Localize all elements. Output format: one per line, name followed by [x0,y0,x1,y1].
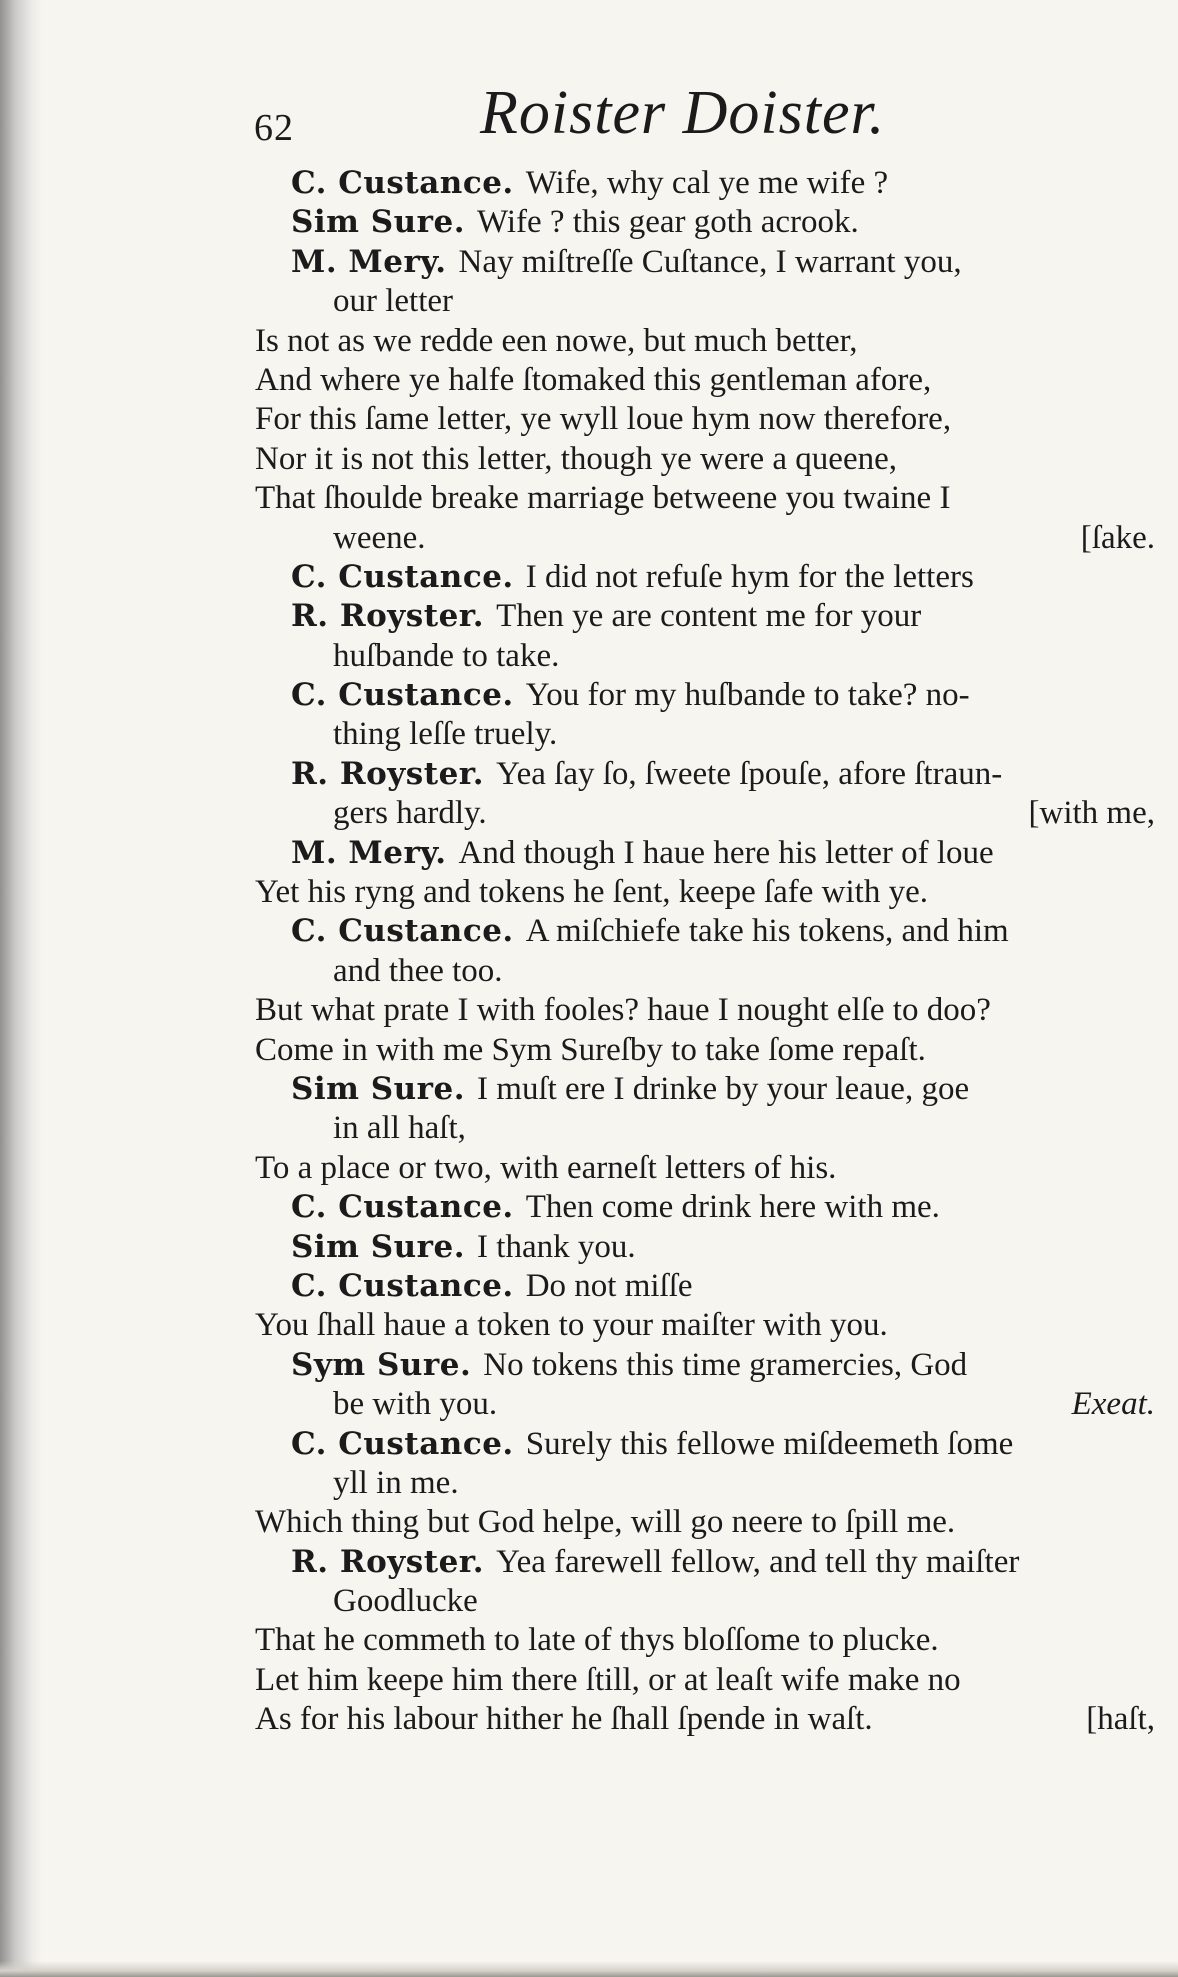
continuation-line [255,1582,1155,1621]
line-text: Yet his ryng and tokens he ſent, keepe ſafe with ye. [255,874,928,911]
speech-line [255,1070,1155,1109]
line-text: thing leſſe truely. [333,716,558,753]
verse-line [255,1621,1155,1660]
turnover-note: [haſt, [1086,1701,1155,1738]
speech-line [255,912,1155,951]
speaker-label: Sim Sure. [291,1070,466,1107]
speech-line [255,243,1155,282]
verse-line [255,322,1155,361]
stage-direction: Exeat. [1071,1386,1155,1423]
speaker-label: C. Custance. [291,1425,514,1462]
speaker-label: Sym Sure. [291,1346,472,1383]
page-number: 62 [254,107,294,149]
continuation-line [255,715,1155,754]
speech-line [255,1425,1155,1464]
speech-line [255,1267,1155,1306]
line-text: Yea farewell fellow, and tell thy maiſter [496,1543,1020,1580]
line-text: and thee too. [333,952,503,989]
speaker-label: C. Custance. [291,165,514,201]
line-text: For this ſame letter, ye wyll loue hym now therefore, [255,401,952,438]
line-text: Is not as we redde een nowe, but much better, [255,322,858,359]
line-text: Nay miſtreſſe Cuſtance, I warrant you, [458,243,962,280]
continuation-line [255,1464,1155,1503]
speaker-label: C. Custance. [291,1189,514,1226]
line-text: Nor it is not this letter, though ye were a queene, [255,440,898,477]
verse-line [255,479,1155,518]
verse-line [255,1661,1155,1700]
line-text: To a place or two, with earneſt letters of his. [255,1149,837,1186]
verse-line [255,873,1155,912]
line-text: You ſhall haue a token to your maiſter with you. [255,1307,888,1344]
line-text: Do not miſſe [525,1267,693,1304]
line-text: our letter [333,283,454,320]
line-text: Come in with me Sym Sureſby to take ſome repaſt. [255,1031,926,1068]
continuation-line [255,952,1155,991]
line-text: A miſchiefe take his tokens, and him [525,913,1009,950]
turnover-note: [with me, [1028,795,1155,832]
line-text: As for his labour hither he ſhall ſpende in waſt. [255,1701,873,1738]
line-text: And where ye halfe ſtomaked this gentleman afore, [255,361,932,398]
speaker-label: Sim Sure. [291,1228,466,1265]
page-header [254,79,1154,156]
speech-line [255,1188,1155,1227]
speech-line [255,1228,1155,1267]
page-edge-shadow [0,0,42,1977]
line-text: Surely this fellowe miſdeemeth ſome [525,1425,1014,1462]
continuation-line [255,794,1155,833]
verse-line [255,440,1155,479]
speaker-label: M. Mery. [291,243,447,280]
line-text: yll in me. [333,1464,459,1501]
speech-line [255,1543,1155,1582]
line-text: weene. [333,519,426,556]
verse-line [255,1503,1155,1542]
line-text: Which thing but God helpe, will go neere to ſpill me. [255,1504,956,1541]
continuation-line [255,282,1155,321]
line-text: And though I haue here his letter of loue [458,834,994,871]
bottom-edge-shadow [0,1961,1178,1977]
verse-line [255,400,1155,439]
speech-line [255,676,1155,715]
verse-line [255,1306,1155,1345]
speaker-label: M. Mery. [291,834,447,871]
line-text: Then ye are content me for your [496,598,922,635]
turnover-note: [ſake. [1080,519,1155,556]
speech-line [255,755,1155,794]
continuation-line [255,1385,1155,1424]
speech-line [255,558,1155,597]
speaker-label: R. Royster. [291,755,485,792]
line-text: But what prate I with fooles? haue I nought elſe to doo? [255,992,991,1029]
speaker-label: C. Custance. [291,677,514,714]
line-text: Yea ſay ſo, ſweete ſpouſe, afore ſtraun- [496,755,1003,792]
line-text: I muſt ere I drinke by your leaue, goe [477,1070,970,1107]
continuation-line [255,519,1155,558]
speech-line [255,164,1155,203]
verse-line [255,1031,1155,1070]
speaker-label: C. Custance. [291,558,514,595]
line-text: You for my huſbande to take? no- [525,677,970,714]
line-text: I thank you. [477,1228,636,1265]
line-text: Then come drink here with me. [525,1189,940,1226]
speaker-label: R. Royster. [291,598,485,635]
continuation-line [255,1109,1155,1148]
verse-line [255,361,1155,400]
speaker-label: C. Custance. [291,1267,514,1304]
continuation-line [255,637,1155,676]
line-text: Wife ? this gear goth acrook. [477,204,859,241]
speaker-label: C. Custance. [291,913,514,950]
line-text: I did not refuſe hym for the letters [525,558,974,595]
verse-line [255,1149,1155,1188]
line-text: Wife, why cal ye me wife ? [525,165,889,201]
speaker-label: R. Royster. [291,1543,485,1580]
speech-line [255,1346,1155,1385]
speech-line [255,203,1155,242]
line-text: be with you. [333,1386,498,1423]
play-text [255,164,1155,1740]
running-title: Roister Doister. [480,79,886,147]
line-text: huſbande to take. [333,637,560,674]
verse-line [255,991,1155,1030]
line-text: That he commeth to late of thys bloſſome to plucke. [255,1622,939,1659]
line-text: No tokens this time gramercies, God [483,1346,968,1383]
speaker-label: Sim Sure. [291,204,466,241]
line-text: Let him keepe him there ſtill, or at leaſt wife make no [255,1661,961,1698]
line-text: in all haſt, [333,1110,466,1147]
speech-line [255,834,1155,873]
line-text: That ſhoulde breake marriage betweene you twaine I [255,480,951,517]
line-text: Goodlucke [333,1583,478,1620]
speech-line [255,597,1155,636]
verse-line [255,1700,1155,1739]
line-text: gers hardly. [333,795,487,832]
